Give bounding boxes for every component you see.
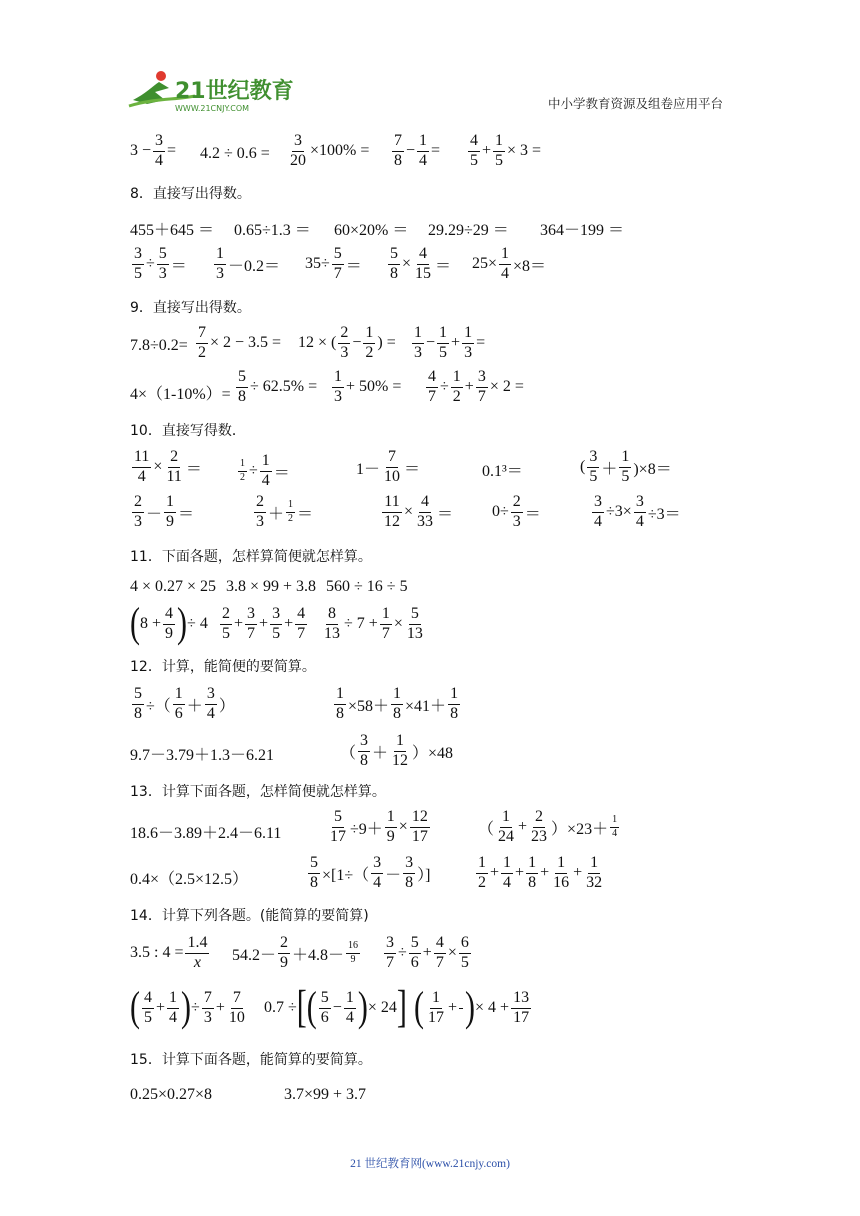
q15-item-1: 0.25×0.27×8 — [130, 1086, 213, 1103]
q13-item-6: $\frac{1}{2}$ + $\frac{1}{4}$ + $\frac{1}{8}$ + $\frac{1}{16}$ + $\frac{1}{32}$ — [478, 854, 603, 891]
q7-expr-3: $\frac{3}{20}$ ×100% = — [290, 132, 370, 169]
q15-heading: 15．计算下面各题，能简算的要简算。 — [130, 1052, 372, 1068]
q8-item-3: 60×20% ＝ — [334, 222, 409, 239]
q9-item-1: 7.8÷0.2= — [130, 337, 188, 354]
q12-heading: 12．计算，能简便的要简算。 — [130, 659, 316, 675]
q11-item-5: $\frac{2}{5}$ + $\frac{3}{7}$ + $\frac{3}{5}$ + $\frac{4}{7}$ — [222, 605, 306, 642]
q14-item-1: 3.5 : 4 = $\frac{1.4}{x}$ — [130, 934, 208, 971]
site-logo — [125, 70, 295, 114]
runner-icon — [125, 70, 295, 114]
q9-item-8: $\frac{4}{7}$ ÷ $\frac{1}{2}$ + $\frac{3}{7}$ × 2 = — [428, 368, 524, 405]
q10-heading: 10．直接写得数． — [130, 423, 246, 439]
q11-item-6: $\frac{8}{13}$ ÷ 7 + $\frac{1}{7}$ × $\frac{5}{13}$ — [324, 605, 423, 642]
q10-item-9: 0÷ $\frac{2}{3}$ ＝ — [492, 493, 541, 530]
q14-item-5: 0.7 ÷ [ ( $\frac{5}{6}$ − $\frac{1}{4}$ ) × 24 ] — [264, 982, 407, 1033]
q9-heading: 9．直接写出得数。 — [130, 300, 251, 316]
q14-item-6: ( $\frac{1}{17}$ + ) × 4 + $\frac{13}{17}$ — [414, 984, 530, 1031]
q7-expr-4: $\frac{7}{8}$ − $\frac{1}{4}$ = — [394, 132, 441, 169]
q10-item-4: 0.1³＝ — [482, 463, 523, 480]
q8-item-2: 0.65÷1.3 ＝ — [234, 222, 311, 239]
q10-item-6: $\frac{2}{3}$ － $\frac{1}{9}$ ＝ — [134, 493, 195, 530]
q14-item-2: 54.2－ $\frac{2}{9}$ ＋4.8－ $\frac{16}{9}$ — [232, 934, 359, 971]
svg-text:21世纪教育: 21世纪教育 — [175, 79, 294, 104]
q7-expr-1: 3 − $\frac{3}{4}$ = — [130, 132, 177, 169]
q14-heading: 14．计算下列各题。(能简算的要简算) — [130, 908, 369, 924]
q9-item-3: 12 × ( $\frac{2}{3}$ − $\frac{1}{2}$ ) = — [298, 324, 396, 361]
q8-item-9: $\frac{5}{8}$ × $\frac{4}{15}$ ＝ — [390, 245, 452, 282]
q8-item-6: $\frac{3}{5}$ ÷ $\frac{5}{3}$ ＝ — [134, 245, 187, 282]
q9-item-4: $\frac{1}{3}$ − $\frac{1}{5}$ + $\frac{1}{3}$ = — [414, 324, 486, 361]
q13-item-3: （ $\frac{1}{24}$ + $\frac{2}{23}$ ）×23＋ $\frac{1}{4}$ — [478, 808, 618, 845]
q10-item-1: $\frac{11}{4}$ × $\frac{2}{11}$ ＝ — [134, 448, 202, 485]
q11-item-2: 3.8 × 99 + 3.8 — [226, 578, 317, 595]
platform-title: 中小学教育资源及组卷应用平台 — [548, 96, 724, 111]
q12-item-3: 9.7－3.79＋1.3－6.21 — [130, 747, 275, 764]
q12-item-1: $\frac{5}{8}$ ÷（ $\frac{1}{6}$ ＋ $\frac{3}{4}$ ） — [134, 685, 235, 722]
q9-item-7: $\frac{1}{3}$ + 50% = — [334, 368, 402, 405]
q14-item-3: $\frac{3}{7}$ ÷ $\frac{5}{6}$ + $\frac{4}{7}$ × $\frac{6}{5}$ — [386, 934, 469, 971]
q13-item-5: $\frac{5}{8}$ ×[1÷（ $\frac{3}{4}$ － $\frac{3}{8}$ ）] — [310, 854, 431, 891]
q12-item-2: $\frac{1}{8}$ ×58＋ $\frac{1}{8}$ ×41＋ $\frac{1}{8}$ — [336, 685, 459, 722]
q9-item-6: $\frac{5}{8}$ ÷ 62.5% = — [238, 368, 318, 405]
q13-item-1: 18.6－3.89＋2.4－6.11 — [130, 825, 282, 842]
q7-expr-2: 4.2 ÷ 0.6 = — [200, 145, 270, 162]
q10-item-7: $\frac{2}{3}$ ＋ $\frac{1}{2}$ ＝ — [256, 493, 314, 530]
q7-expr-5: $\frac{4}{5}$ + $\frac{1}{5}$ × 3 = — [470, 132, 542, 169]
svg-text:WWW.21CNJY.COM: WWW.21CNJY.COM — [175, 104, 250, 113]
q14-item-4: ( $\frac{4}{5}$ + $\frac{1}{4}$ ) ÷ $\frac{7}{3}$ + $\frac{7}{10}$ — [130, 984, 245, 1031]
q10-item-10: $\frac{3}{4}$ ÷3× $\frac{3}{4}$ ÷3＝ — [594, 493, 681, 530]
q8-heading: 8．直接写出得数。 — [130, 186, 251, 202]
q15-item-2: 3.7×99 + 3.7 — [284, 1086, 367, 1103]
q11-heading: 11．下面各题，怎样算简便就怎样算。 — [130, 549, 372, 565]
q12-item-4: （ $\frac{3}{8}$ ＋ $\frac{1}{12}$ ）×48 — [340, 732, 454, 769]
q8-item-7: $\frac{1}{3}$ －0.2＝ — [216, 245, 281, 282]
q8-item-8: 35÷ $\frac{5}{7}$ ＝ — [305, 245, 362, 282]
q9-item-2: $\frac{7}{2}$ × 2 − 3.5 = — [198, 324, 282, 361]
q13-item-2: $\frac{5}{17}$ ÷9＋ $\frac{1}{9}$ × $\frac{12}{17}$ — [330, 808, 428, 845]
q9-item-5: 4×（1-10%）= — [130, 386, 231, 403]
q8-item-5: 364－199 ＝ — [540, 222, 625, 239]
q8-item-1: 455＋645 ＝ — [130, 222, 215, 239]
footer-link[interactable]: 21 世纪教育网(www.21cnjy.com) — [350, 1158, 510, 1170]
q13-heading: 13．计算下面各题，怎样简便就怎样算。 — [130, 784, 386, 800]
q10-item-3: 1－ $\frac{7}{10}$ ＝ — [356, 448, 421, 485]
q11-item-3: 560 ÷ 16 ÷ 5 — [326, 578, 408, 595]
q10-item-2: $\frac{1}{2}$ ÷ $\frac{1}{4}$ ＝ — [240, 452, 290, 489]
q8-item-10: 25× $\frac{1}{4}$ ×8＝ — [472, 245, 547, 282]
q13-item-4: 0.4×（2.5×12.5） — [130, 871, 249, 888]
q8-item-4: 29.29÷29 ＝ — [428, 222, 509, 239]
q11-item-1: 4 × 0.27 × 25 — [130, 578, 217, 595]
q11-item-4: ( 8 + $\frac{4}{9}$ ) ÷ 4 — [130, 600, 208, 647]
q10-item-8: $\frac{11}{12}$ × $\frac{4}{33}$ ＝ — [384, 493, 454, 530]
q10-item-5: ( $\frac{3}{5}$ ＋ $\frac{1}{5}$ )×8＝ — [580, 448, 672, 485]
